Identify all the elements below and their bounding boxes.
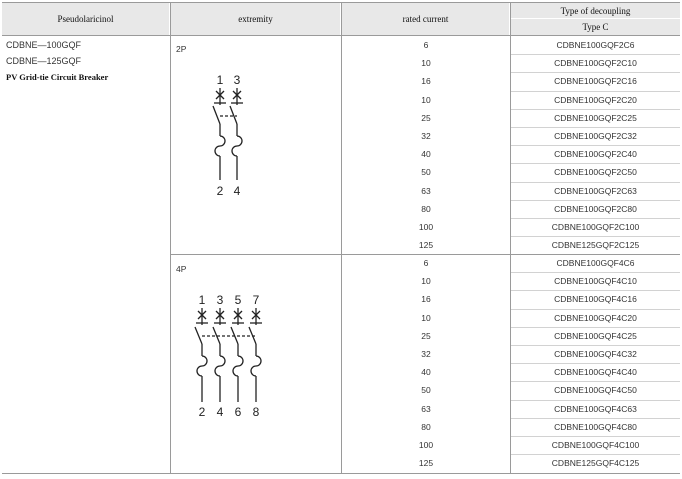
header-col3-label: rated current	[402, 14, 449, 24]
rated-current-cell: 16	[421, 294, 431, 305]
terminal-top-7: 7	[252, 293, 260, 307]
rated-current-cell: 10	[421, 276, 431, 287]
model-100gqf	[6, 40, 81, 50]
type-c-model-cell: CDBNE100GQF4C50	[554, 385, 637, 396]
rated-current-cell: 16	[421, 76, 431, 87]
type-c-model-cell: CDBNE100GQF4C6	[556, 258, 635, 268]
header-col4-sub-label: Type C	[582, 22, 609, 32]
type-c-model-cell: CDBNE100GQF2C100	[551, 222, 640, 232]
rated-current-cell: 32	[421, 349, 431, 359]
type-c-model-cell: CDBNE100GQF4C80	[554, 421, 637, 432]
model-125gqf-text: CDBNE—125GQF	[6, 56, 82, 66]
table-bottom-rule	[2, 473, 680, 474]
terminal-top-5: 5	[234, 293, 242, 307]
header-rated-current	[342, 3, 509, 35]
rated-current-cell: 40	[421, 149, 431, 160]
type-c-model-cell: CDBNE100GQF4C32	[554, 349, 637, 359]
header-pseudolaricinol	[2, 3, 169, 35]
header-type-c	[511, 19, 680, 35]
rated-current-cell: 10	[421, 312, 431, 323]
rated-current-cell: 80	[421, 421, 431, 432]
divider-col1	[170, 3, 171, 473]
poles-label-4p	[176, 264, 186, 274]
rated-current-cell: 63	[421, 185, 431, 196]
poles-4p-text: 4P	[176, 264, 187, 274]
rated-current-cell: 100	[418, 440, 434, 450]
rated-current-cell: 40	[421, 367, 431, 378]
product-description-text: PV Grid-tie Circuit Breaker	[6, 72, 109, 82]
type-c-model-cell: CDBNE100GQF4C16	[554, 294, 637, 305]
breaker-2p-diagram	[205, 72, 255, 200]
terminal-bottom-4: 4	[233, 184, 241, 198]
rated-current-cell: 6	[423, 40, 429, 50]
rated-current-cell: 32	[421, 131, 431, 141]
type-c-model-cell: CDBNE100GQF4C100	[551, 440, 640, 450]
type-c-model-cell: CDBNE100GQF2C20	[554, 94, 637, 105]
rated-current-cell: 50	[421, 385, 431, 396]
rated-current-cell: 10	[421, 58, 431, 69]
rated-current-cell: 63	[421, 403, 431, 414]
rated-current-cell: 25	[421, 330, 431, 341]
rated-current-cell: 125	[418, 458, 434, 469]
type-c-model-cell: CDBNE100GQF2C6	[556, 40, 635, 50]
type-c-model-cell: CDBNE100GQF2C16	[554, 76, 637, 87]
header-type-of-decoupling	[511, 3, 680, 18]
header-extremity	[171, 3, 340, 35]
header-col1-label: Pseudolaricinol	[57, 14, 114, 24]
type-c-model-cell: CDBNE100GQF2C50	[554, 167, 637, 178]
type-c-model-cell: CDBNE100GQF2C25	[554, 112, 637, 123]
type-c-model-cell: CDBNE100GQF2C80	[554, 203, 637, 214]
model-125gqf	[6, 56, 81, 66]
breaker-4p-diagram	[188, 292, 270, 420]
type-c-model-cell: CDBNE125GQF4C125	[551, 458, 640, 469]
type-c-model-cell: CDBNE100GQF2C10	[554, 58, 637, 69]
terminal-top-3: 3	[233, 73, 241, 87]
rated-current-cell: 125	[418, 240, 434, 251]
header-col4-top-label: Type of decoupling	[560, 5, 631, 16]
type-c-model-cell: CDBNE100GQF4C20	[554, 312, 637, 323]
header-col2-label: extremity	[238, 14, 273, 24]
poles-2p-text: 2P	[176, 44, 187, 54]
type-c-model-cell: CDBNE100GQF2C32	[554, 131, 637, 141]
product-description	[6, 72, 108, 82]
terminal-bottom-8: 8	[252, 405, 260, 419]
terminal-top-1: 1	[216, 73, 224, 87]
type-c-model-cell: CDBNE100GQF2C40	[554, 149, 637, 160]
poles-label-2p	[176, 44, 186, 54]
type-c-model-cell: CDBNE100GQF4C25	[554, 330, 637, 341]
terminal-bottom-6: 6	[234, 405, 242, 419]
rated-current-cell: 80	[421, 203, 431, 214]
type-c-model-cell: CDBNE125GQF2C125	[551, 240, 640, 251]
rated-current-cell: 25	[421, 112, 431, 123]
terminal-top-1: 1	[198, 293, 206, 307]
terminal-bottom-2: 2	[198, 405, 206, 419]
type-c-model-cell: CDBNE100GQF4C40	[554, 367, 637, 378]
rated-current-cell: 50	[421, 167, 431, 178]
model-100gqf-text: CDBNE—100GQF	[6, 40, 82, 50]
terminal-top-3: 3	[216, 293, 224, 307]
rated-current-cell: 6	[423, 258, 429, 268]
terminal-bottom-2: 2	[216, 184, 224, 198]
type-c-model-cell: CDBNE100GQF4C63	[554, 403, 637, 414]
rated-current-cell: 100	[418, 222, 434, 232]
terminal-bottom-4: 4	[216, 405, 224, 419]
type-c-model-cell: CDBNE100GQF2C63	[554, 185, 637, 196]
rated-current-cell: 10	[421, 94, 431, 105]
type-c-model-cell: CDBNE100GQF4C10	[554, 276, 637, 287]
